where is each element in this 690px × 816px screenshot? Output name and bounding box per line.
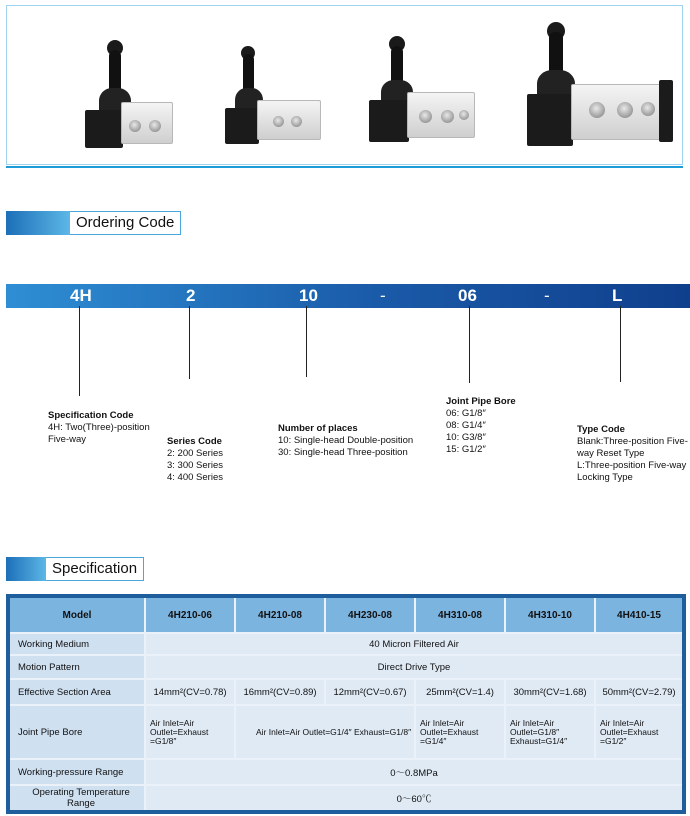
number-places-description xyxy=(278,423,413,459)
series-code-line: 3: 300 Series xyxy=(167,460,223,471)
product-banner xyxy=(6,5,683,165)
pipe-bore-line: 08: G1/4″ xyxy=(446,420,486,431)
model-cell: 4H310-10 xyxy=(506,598,596,634)
code-separator: - xyxy=(544,286,550,305)
row-value: 0～60℃ xyxy=(146,786,682,810)
row-label: Working Medium xyxy=(10,634,146,656)
pipe-bore-line: 10: G3/8″ xyxy=(446,432,486,443)
series-code-line: 2: 200 Series xyxy=(167,448,223,459)
row-value: 16mm²(CV=0.89) xyxy=(236,680,326,706)
code-separator: - xyxy=(380,286,386,305)
spec-code-title: Specification Code xyxy=(48,410,134,421)
row-value: 14mm²(CV=0.78) xyxy=(146,680,236,706)
type-code-description xyxy=(577,424,688,484)
leader-line-type xyxy=(620,306,621,382)
pipe-bore-title: Joint Pipe Bore xyxy=(446,396,516,407)
table-row xyxy=(10,706,682,760)
specification-table xyxy=(6,594,686,814)
row-value: 0～0.8MPa xyxy=(146,760,682,786)
row-value: 50mm²(CV=2.79) xyxy=(596,680,682,706)
ordering-code-bar xyxy=(6,284,690,308)
type-code-line: Blank:Three-position Five- xyxy=(577,436,688,447)
spec-code-line: Five-way xyxy=(48,434,87,445)
row-value: 12mm²(CV=0.67) xyxy=(326,680,416,706)
row-label: Motion Pattern xyxy=(10,656,146,680)
model-cell: 4H230-08 xyxy=(326,598,416,634)
code-segment-type: L xyxy=(612,286,623,305)
code-segment-bore: 06 xyxy=(458,286,477,305)
leader-line-places xyxy=(306,306,307,377)
number-places-line: 10: Single-head Double-position xyxy=(278,435,414,446)
row-value: Air Inlet=Air Outlet=Exhaust =G1/8″ xyxy=(146,706,236,760)
specification-header xyxy=(6,557,144,581)
header-accent xyxy=(6,211,70,235)
header-accent xyxy=(6,557,46,581)
table-row xyxy=(10,656,682,680)
series-code-title: Series Code xyxy=(167,436,222,447)
leader-line-bore xyxy=(469,306,470,383)
row-value: Air Inlet=Air Outlet=G1/4″ Exhaust=G1/8″ xyxy=(236,706,416,760)
series-code-line: 4: 400 Series xyxy=(167,472,223,483)
row-value: Air Inlet=Air Outlet=Exhaust =G1/4″ xyxy=(416,706,506,760)
pipe-bore-description xyxy=(446,396,516,456)
type-code-line: L:Three-position Five-way xyxy=(577,460,687,471)
series-code-description xyxy=(167,436,223,484)
code-segment-spec: 4H xyxy=(70,286,92,305)
table-row xyxy=(10,680,682,706)
type-code-line: way Reset Type xyxy=(577,448,645,459)
type-code-line: Locking Type xyxy=(577,472,633,483)
row-label: Operating Temperature Range xyxy=(10,786,146,810)
row-value: 30mm²(CV=1.68) xyxy=(506,680,596,706)
code-segment-series: 2 xyxy=(186,286,196,305)
table-row xyxy=(10,634,682,656)
table-row xyxy=(10,786,682,810)
spec-code-line: 4H: Two(Three)-position xyxy=(48,422,150,433)
ordering-code-header xyxy=(6,211,181,235)
model-header: Model xyxy=(10,598,146,634)
table-row xyxy=(10,760,682,786)
model-cell: 4H210-06 xyxy=(146,598,236,634)
leader-line-series xyxy=(189,306,190,379)
row-label: Working-pressure Range xyxy=(10,760,146,786)
row-value: 25mm²(CV=1.4) xyxy=(416,680,506,706)
banner-divider xyxy=(6,166,683,168)
model-cell: 4H210-08 xyxy=(236,598,326,634)
type-code-title: Type Code xyxy=(577,424,625,435)
code-segment-places: 10 xyxy=(299,286,318,305)
table-header-row xyxy=(10,598,682,634)
ordering-code-title: Ordering Code xyxy=(70,211,181,235)
number-places-title: Number of places xyxy=(278,423,358,434)
row-value: 40 Micron Filtered Air xyxy=(146,634,682,656)
model-cell: 4H310-08 xyxy=(416,598,506,634)
specification-title: Specification xyxy=(46,557,144,581)
row-value: Air Inlet=Air Outlet=G1/8″ Exhaust=G1/4″ xyxy=(506,706,596,760)
leader-line-spec xyxy=(79,306,80,396)
row-value: Air Inlet=Air Outlet=Exhaust =G1/2″ xyxy=(596,706,682,760)
pipe-bore-line: 06: G1/8″ xyxy=(446,408,486,419)
row-label: Joint Pipe Bore xyxy=(10,706,146,760)
pipe-bore-line: 15: G1/2″ xyxy=(446,444,486,455)
model-cell: 4H410-15 xyxy=(596,598,682,634)
spec-code-description xyxy=(48,410,150,446)
row-label: Effective Section Area xyxy=(10,680,146,706)
number-places-line: 30: Single-head Three-position xyxy=(278,447,408,458)
row-value: Direct Drive Type xyxy=(146,656,682,680)
